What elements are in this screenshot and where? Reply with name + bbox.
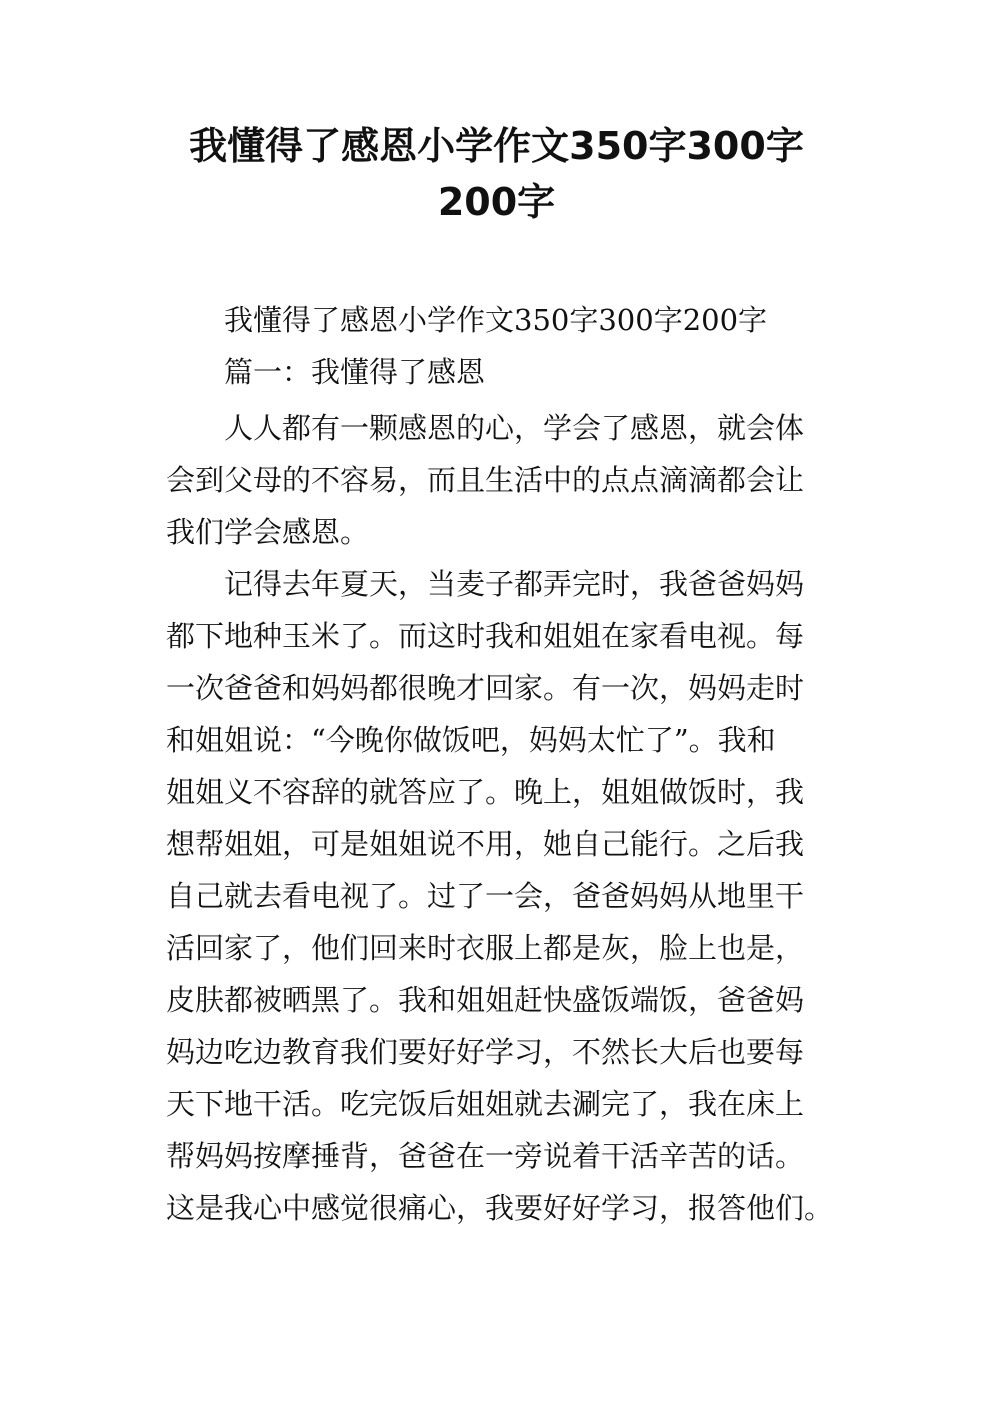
paragraph-line: 我们学会感恩。 xyxy=(166,515,370,549)
paragraph-1 xyxy=(166,402,856,558)
paragraph-line: 活回家了，他们回来时衣服上都是灰，脸上也是， xyxy=(166,931,805,965)
paragraph-line: 皮肤都被晒黑了。我和姐姐赶快盛饭端饭，爸爸妈 xyxy=(166,983,805,1017)
paragraph-line: 记得去年夏天，当麦子都弄完时，我爸爸妈妈 xyxy=(224,567,805,601)
paragraph-line: 会到父母的不容易，而且生活中的点点滴滴都会让 xyxy=(166,463,805,497)
paragraph-line: 人人都有一颗感恩的心，学会了感恩，就会体 xyxy=(224,411,805,445)
paragraph-line: 和姐姐说：“今晚你做饭吧，妈妈太忙了”。我和 xyxy=(166,723,776,757)
subtitle: 我懂得了感恩小学作文350字300字200字 xyxy=(224,303,768,337)
paragraph-line: 一次爸爸和妈妈都很晚才回家。有一次，妈妈走时 xyxy=(166,671,805,705)
title-line-2: 200字 xyxy=(437,180,556,224)
paragraph-line: 想帮姐姐，可是姐姐说不用，她自己能行。之后我 xyxy=(166,827,805,861)
paragraph-line: 姐姐义不容辞的就答应了。晚上，姐姐做饭时，我 xyxy=(166,775,805,809)
paragraph-line: 这是我心中感觉很痛心，我要好好学习，报答他们。 xyxy=(166,1191,834,1225)
section-heading: 篇一：我懂得了感恩 xyxy=(224,355,486,389)
paragraph-line: 妈边吃边教育我们要好好学习，不然长大后也要每 xyxy=(166,1035,805,1069)
title-line-1: 我懂得了感恩小学作文350字300字 xyxy=(189,124,804,168)
document-title xyxy=(150,118,843,230)
paragraph-line: 都下地种玉米了。而这时我和姐姐在家看电视。每 xyxy=(166,619,805,653)
paragraph-line: 自己就去看电视了。过了一会，爸爸妈妈从地里干 xyxy=(166,879,805,913)
paragraph-2 xyxy=(166,558,856,1234)
paragraph-line: 帮妈妈按摩捶背，爸爸在一旁说着干活辛苦的话。 xyxy=(166,1139,805,1173)
document-body xyxy=(166,294,856,1234)
paragraph-line: 天下地干活。吃完饭后姐姐就去涮完了，我在床上 xyxy=(166,1087,805,1121)
